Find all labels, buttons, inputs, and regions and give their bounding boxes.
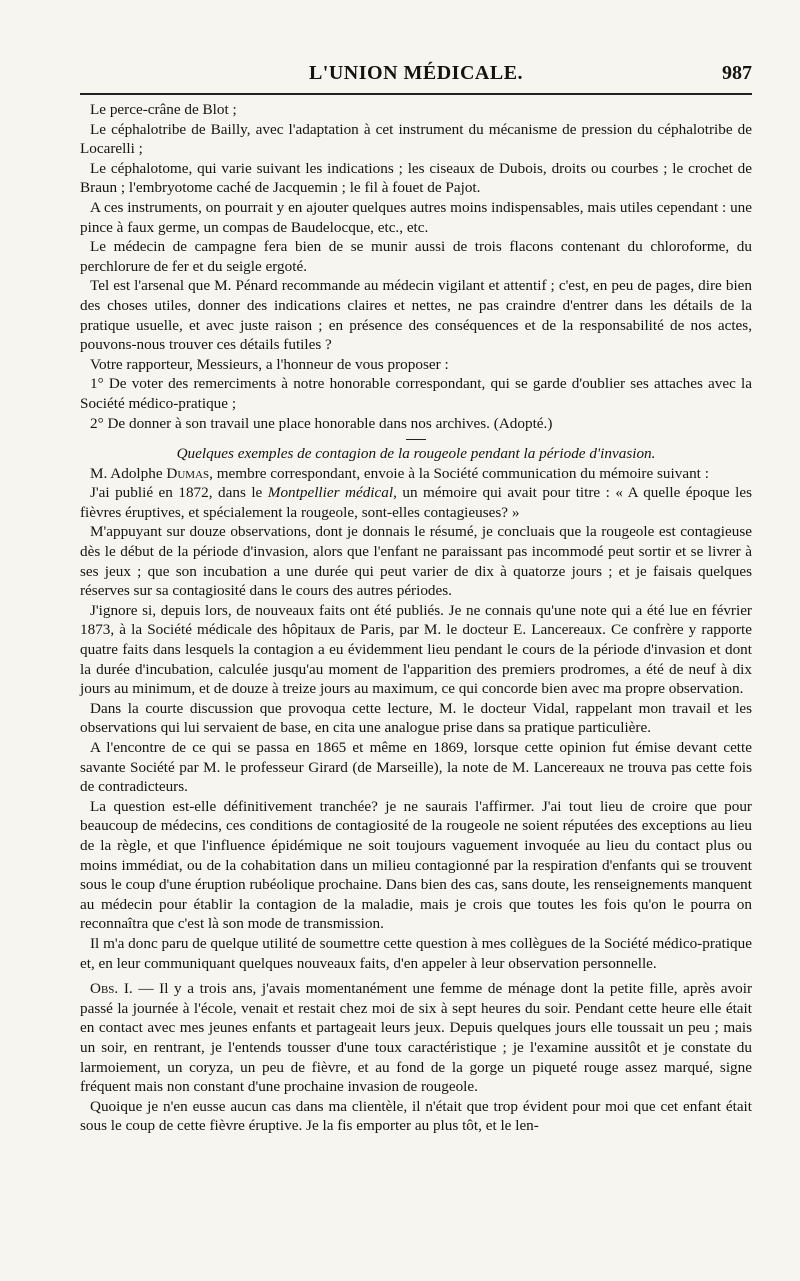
paragraph: Tel est l'arsenal que M. Pénard recommande au médecin vigilant et attentif ; c'est, en peu de pages, dire bien des choses utiles, donner des indications claires et nettes, ne pas craindre d'entrer dans les détails de la pratique usuelle, et avec juste raison ; en présence des conséquences et de la responsabilité de nos actes, pouvons-nous trouver ces détails futiles ?	[80, 277, 752, 354]
paragraph: Votre rapporteur, Messieurs, a l'honneur de vous proposer :	[90, 355, 449, 373]
page-header	[80, 62, 752, 92]
text-span: M. Adolphe	[90, 464, 167, 482]
journal-title: Montpellier médical	[267, 484, 394, 502]
paragraph: M'appuyant sur douze observations, dont je donnais le résumé, je concluais que la rougeole est contagieuse dès le début de la période d'invasion, alors que l'enfant ne paraissant pas incommodé peut sortir et se livrer à ses jeux ; que son incubation a une durée qui peut varier de dix à quatorze jours ; et je faisais quelques réserves sur sa contagiosité dans le cours des autres périodes.	[80, 523, 752, 600]
header-rule	[80, 93, 752, 95]
running-title: L'UNION MÉDICALE.	[308, 62, 524, 84]
list-item: Le céphalotome, qui varie suivant les indications ; les ciseaux de Dubois, droits ou courbes ; le crochet de Braun ; l'embryotome caché de Jacquemin ; le fil à fouet de Pajot.	[80, 159, 752, 197]
observation-paragraph	[80, 979, 752, 1097]
paragraph: J'ignore si, depuis lors, de nouveaux faits ont été publiés. Je ne connais qu'une note qui a été lue en février 1873, à la Société médicale des hôpitaux de Paris, par M. le docteur E. Lancereaux. Ce confrère y rapporte quatre faits dans lesquels la contagion a eu évidemment lieu pendant le cours de la période d'invasion et dont la durée d'incubation, calculée jusqu'au moment de l'apparition des premiers prodromes, a été de neuf à dix jours au minimum, et de douze à treize jours au maximum, ce qui concorde bien avec ma propre observation.	[80, 601, 752, 698]
text-span: , un mémoire qui avait pour titre : « A quelle époque les fièvres éruptives, et spécialement la rougeole, sont-elles contagieuses? »	[80, 484, 753, 521]
paragraph: Quoique je n'en eusse aucun cas dans ma clientèle, il n'était que trop évident pour moi que cet enfant était sous le coup de cette fièvre éruptive. Je la fis emporter au plus tôt, et le len-	[80, 1097, 752, 1135]
section-heading: Quelques exemples de contagion de la rougeole pendant la période d'invasion.	[176, 445, 656, 463]
paragraph: A ces instruments, on pourrait y en ajouter quelques autres moins indispensables, mais utiles cependant : une pince à faux germe, un compas de Baudelocque, etc., etc.	[80, 198, 752, 236]
article-body	[80, 100, 752, 1136]
list-item: Le perce-crâne de Blot ;	[90, 101, 237, 118]
paragraph	[80, 483, 752, 522]
paragraph: La question est-elle définitivement tranchée? je ne saurais l'affirmer. J'ai tout lieu de croire que pour beaucoup de médecins, ces conditions de contagiosité de la rougeole ne soient réputées des exceptions au lieu de la règle, et que l'influence épidémique ne soit toujours vaguement invoquée au lieu du contact plus ou moins immédiat, ou de la cohabitation dans un milieu contagionné par la respiration d'enfants qui se trouvent sous le coup d'une éruption rubéolique prochaine. Dans bien des cas, sans doute, les renseignements manquent au médecin pour établir la contagion de la maladie, mais je crois que toutes les fois qu'on le pourra on reconnaîtra que c'est là son mode de transmission.	[80, 797, 752, 933]
paragraph: Le médecin de campagne fera bien de se munir aussi de trois flacons contenant du chloroforme, du perchlorure de fer et du seigle ergoté.	[80, 238, 752, 275]
page-number: 987	[722, 62, 752, 84]
observation-label: Obs. I.	[90, 980, 133, 998]
text-span: J'ai publié en 1872, dans le	[90, 484, 268, 502]
paragraph: A l'encontre de ce qui se passa en 1865 et même en 1869, lorsque cette opinion fut émise devant cette savante Société par M. le professeur Girard (de Marseille), la note de M. Lancereaux ne trouva pas cette fois de contradicteurs.	[80, 739, 752, 796]
list-item: Le céphalotribe de Bailly, avec l'adaptation à cet instrument du mécanisme de pression du céphalotribe de Locarelli ;	[80, 120, 752, 158]
proposal-item: 1° De voter des remerciments à notre honorable correspondant, qui se garde d'oublier ses attaches avec la Société médico-pratique ;	[80, 375, 752, 412]
section-divider	[406, 439, 426, 440]
paragraph: Dans la courte discussion que provoqua cette lecture, M. le docteur Vidal, rappelant mon travail et les observations qui lui servaient de base, en cita une analogue prise dans sa pratique particulière.	[80, 699, 752, 737]
author-name: Dumas	[166, 464, 210, 482]
paragraph	[80, 464, 752, 484]
text-span: — Il y a trois ans, j'avais momentanément une femme de ménage dont la petite fille, après avoir passé la journée à l'école, venait et restait chez moi de six à sept heures du soir. Pendant cette heure elle était en contact avec mes jeunes enfants et partageait leurs jeux. Depuis quelques jours elle toussait un peu ; mais un soir, en rentrant, je l'entends tousser d'une toux caractéristique ; je l'examine aussitôt et je constate du larmoiement, un coryza, un peu de fièvre, et au fond de la gorge un piqueté rouge assez marqué, signe fréquent mais non constant d'une prochaine invasion de rougeole.	[80, 980, 752, 1096]
text-span: , membre correspondant, envoie à la Société communication du mémoire suivant :	[209, 464, 709, 482]
proposal-item: 2° De donner à son travail une place honorable dans nos archives. (Adopté.)	[90, 414, 553, 432]
paragraph: Il m'a donc paru de quelque utilité de soumettre cette question à mes collègues de la Société médico-pratique et, en leur communiquant quelques nouveaux faits, d'en appeler à leur observation personnelle.	[80, 934, 752, 972]
